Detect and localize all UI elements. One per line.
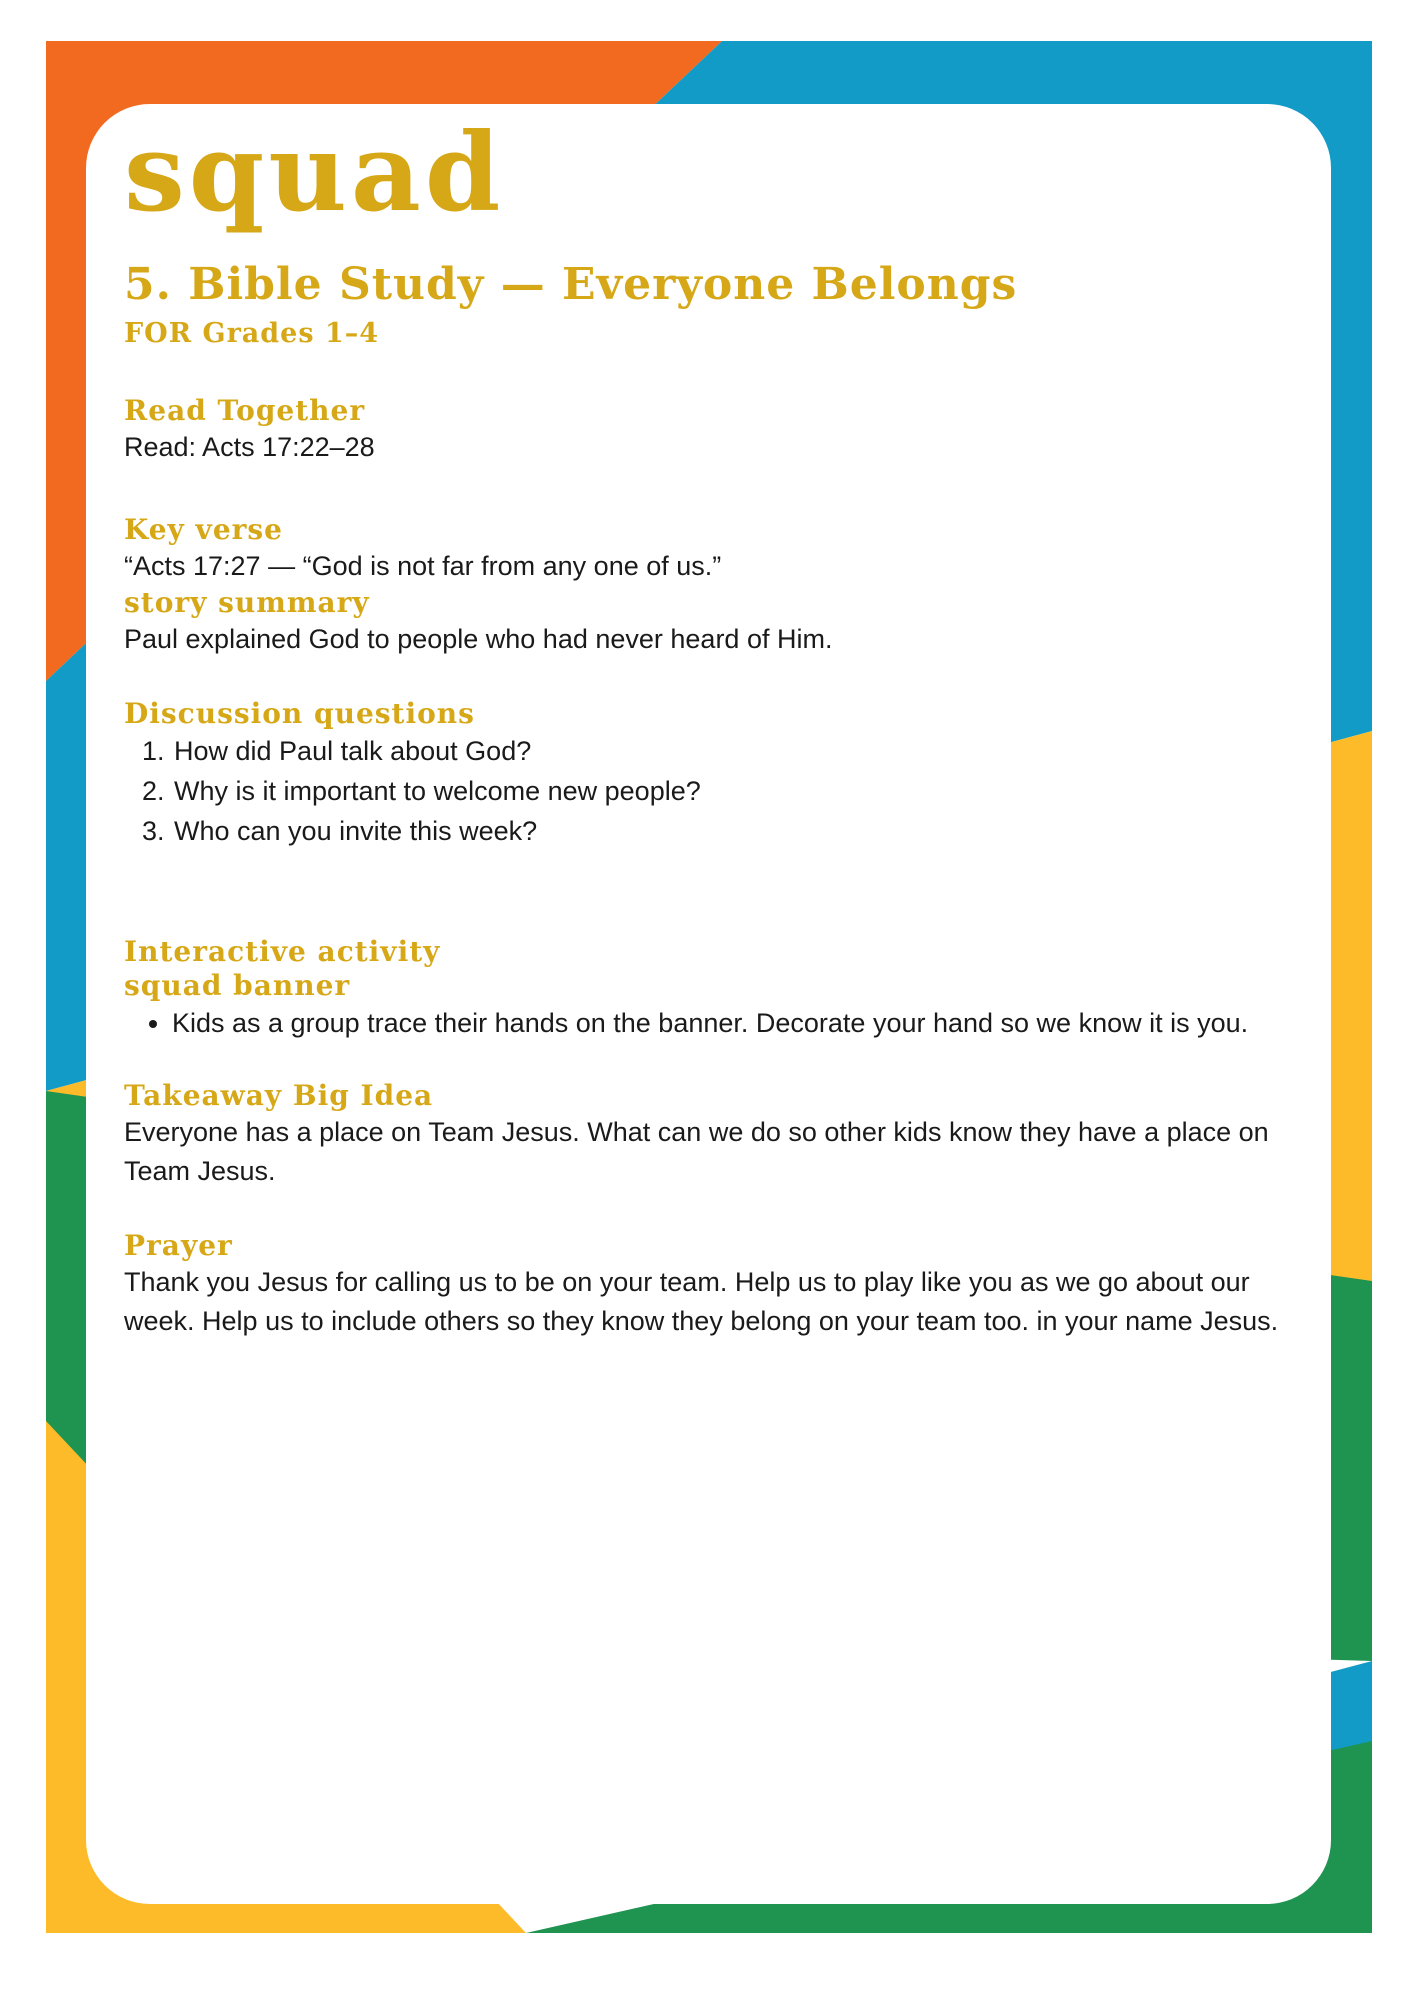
page-title: 5. Bible Study — Everyone Belongs	[124, 259, 1018, 310]
takeaway-text: Everyone has a place on Team Jesus. What can we do so other kids know they have a place on Team Jesus.	[124, 1117, 1269, 1186]
key-verse-section	[124, 513, 1284, 586]
activity-subheading: squad banner	[124, 969, 351, 1002]
list-item: 3. Who can you invite this week?	[172, 811, 1284, 851]
grade-subtitle: FOR Grades 1–4	[124, 318, 380, 349]
activity-bullets	[124, 1003, 1284, 1043]
activity-heading: Interactive activity	[124, 935, 441, 968]
discussion-questions-list	[124, 731, 1284, 851]
key-verse-heading: Key verse	[124, 513, 283, 546]
discussion-section	[124, 697, 1284, 851]
read-together-text: Read: Acts 17:22–28	[124, 432, 375, 462]
list-item: • Kids as a group trace their hands on the banner. Decorate your hand so we know it is you.	[172, 1003, 1284, 1043]
list-item: 2. Why is it important to welcome new people?	[172, 771, 1284, 811]
takeaway-section	[124, 1079, 1284, 1191]
prayer-heading: Prayer	[124, 1229, 233, 1262]
prayer-text: Thank you Jesus for calling us to be on your team. Help us to play like you as we go about our week. Help us to include others so they know they belong on your team too. in your name Jesus.	[124, 1267, 1279, 1336]
read-together-heading: Read Together	[124, 394, 366, 427]
discussion-heading: Discussion questions	[124, 697, 475, 730]
list-item: 1. How did Paul talk about God?	[172, 731, 1284, 771]
story-summary-section	[124, 586, 1284, 659]
takeaway-heading: Takeaway Big Idea	[124, 1079, 434, 1112]
story-summary-heading: story summary	[124, 586, 370, 619]
prayer-section	[124, 1229, 1284, 1341]
story-summary-text: Paul explained God to people who had never heard of Him.	[124, 624, 833, 654]
key-verse-text: “Acts 17:27 — “God is not far from any one of us.”	[124, 551, 722, 581]
page-content	[124, 110, 1284, 1341]
squad-logo: squad	[124, 110, 505, 236]
activity-section	[124, 935, 1284, 1043]
read-together-section	[124, 394, 1284, 467]
